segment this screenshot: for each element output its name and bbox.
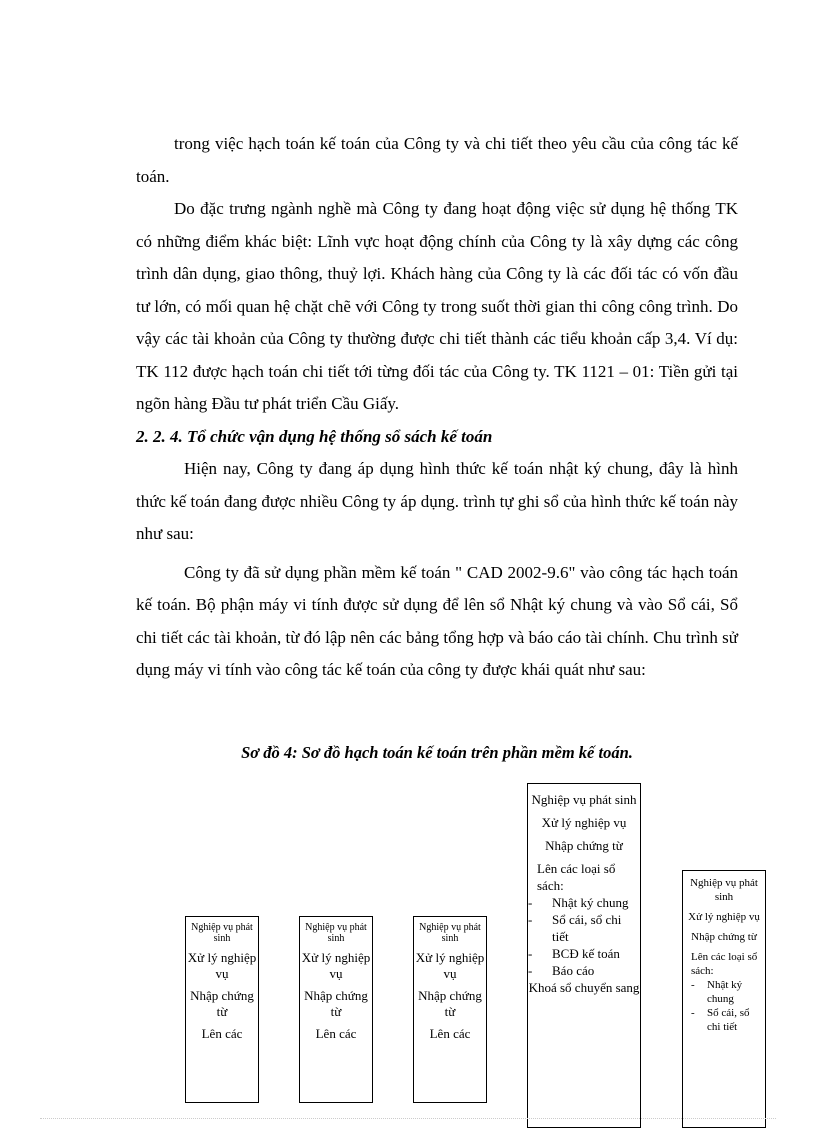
box-text-business-transaction: Nghiệp vụ phát sinh [419, 922, 481, 944]
box-text-process: Xử lý nghiệp vụ [688, 911, 760, 923]
list-item: - Sổ cái, sổ chi tiết [528, 911, 636, 945]
box-text-business-transaction: Nghiệp vụ phát sinh [690, 877, 758, 903]
diagram-box-5 [682, 870, 766, 1128]
box-text-close-books: Khoá sổ chuyển sang [528, 980, 640, 995]
paragraph-1: trong việc hạch toán kế toán của Công ty và chi tiết theo yêu cầu của công tác kế toán. [136, 134, 738, 186]
box-text-books: Lên các loại sổ sách: [537, 861, 616, 893]
paragraph-2: Do đặc trưng ngành nghề mà Công ty đang hoạt động việc sử dụng hệ thống TK có những điểm khác biệt: Lĩnh vực hoạt động chính của Công ty là xây dựng các công trình dân dụng, giao thông, thuỷ lợi. Khách hàng của Công ty là các đối tác có vốn đầu tư lớn, có mối quan hệ chặt chẽ với Công ty trong suốt thời gian thi công công trình. Do vậy các tài khoản của Công ty thường được chi tiết thành các tiểu khoản cấp 3,4. Ví dụ: TK 112 được hạch toán chi tiết tới từng đối tác của Công ty. TK 1121 – 01: Tiền gửi tại ngõn hàng Đầu tư phát triển Cầu Giấy. [136, 199, 738, 413]
diagram-caption: Sơ đồ 4: Sơ đồ hạch toán kế toán trên phần mềm kế toán. [241, 743, 633, 762]
box-text-business-transaction: Nghiệp vụ phát sinh [305, 922, 367, 944]
list-item: - Báo cáo [528, 962, 636, 979]
box-text-books: Lên các loại sổ sách: [691, 951, 758, 977]
box-text-business-transaction: Nghiệp vụ phát sinh [531, 792, 637, 807]
body-text [136, 128, 738, 687]
box-text-enter-voucher: Nhập chứng từ [691, 931, 757, 943]
box-text-process: Xử lý nghiệp vụ [187, 950, 257, 981]
box-text-enter-voucher: Nhập chứng từ [304, 988, 368, 1019]
paragraph-3: Hiện nay, Công ty đang áp dụng hình thức kế toán nhật ký chung, đây là hình thức kế toán đang được nhiều Công ty áp dụng. trình tự ghi sổ của hình thức kế toán này như sau: [136, 459, 739, 543]
box-text-enter-voucher: Nhập chứng từ [418, 988, 482, 1019]
page-bottom-divider [40, 1118, 776, 1119]
box-text-process: Xử lý nghiệp vụ [415, 950, 485, 981]
paragraph-4: Công ty đã sử dụng phần mềm kế toán " CAD 2002-9.6" vào công tác hạch toán kế toán. Bộ phận máy vi tính được sử dụng để lên sổ Nhật ký chung và vào Sổ cái, Sổ chi tiết các tài khoản, từ đó lập nên các bảng tổng hợp và báo cáo tài chính. Chu trình sử dụng máy vi tính vào công tác kế toán của công ty được khái quát như sau: [136, 562, 738, 679]
list-item: - BCĐ kế toán [528, 945, 636, 962]
box-text-process: Xử lý nghiệp vụ [541, 815, 627, 830]
box-text-process: Xử lý nghiệp vụ [301, 950, 371, 981]
section-heading: 2. 2. 4. Tổ chức vận dụng hệ thống sổ sách kế toán [136, 426, 493, 446]
box-text-post: Lên các [201, 1026, 243, 1041]
diagram-box-1 [185, 916, 259, 1103]
diagram-box-3 [413, 916, 487, 1103]
list-item: - Nhật ký chung [528, 894, 636, 911]
list-item: - Nhật ký chung [683, 978, 765, 1006]
diagram-box-2 [299, 916, 373, 1103]
box-text-business-transaction: Nghiệp vụ phát sinh [191, 922, 253, 944]
box-text-enter-voucher: Nhập chứng từ [190, 988, 254, 1019]
list-item: - Sổ cái, sổ chi tiết [683, 1006, 765, 1034]
diagram-box-4 [527, 783, 641, 1128]
box-text-post: Lên các [429, 1026, 471, 1041]
books-list [683, 978, 765, 1034]
books-list [528, 894, 640, 979]
box-text-post: Lên các [315, 1026, 357, 1041]
box-text-enter-voucher: Nhập chứng từ [545, 838, 623, 853]
